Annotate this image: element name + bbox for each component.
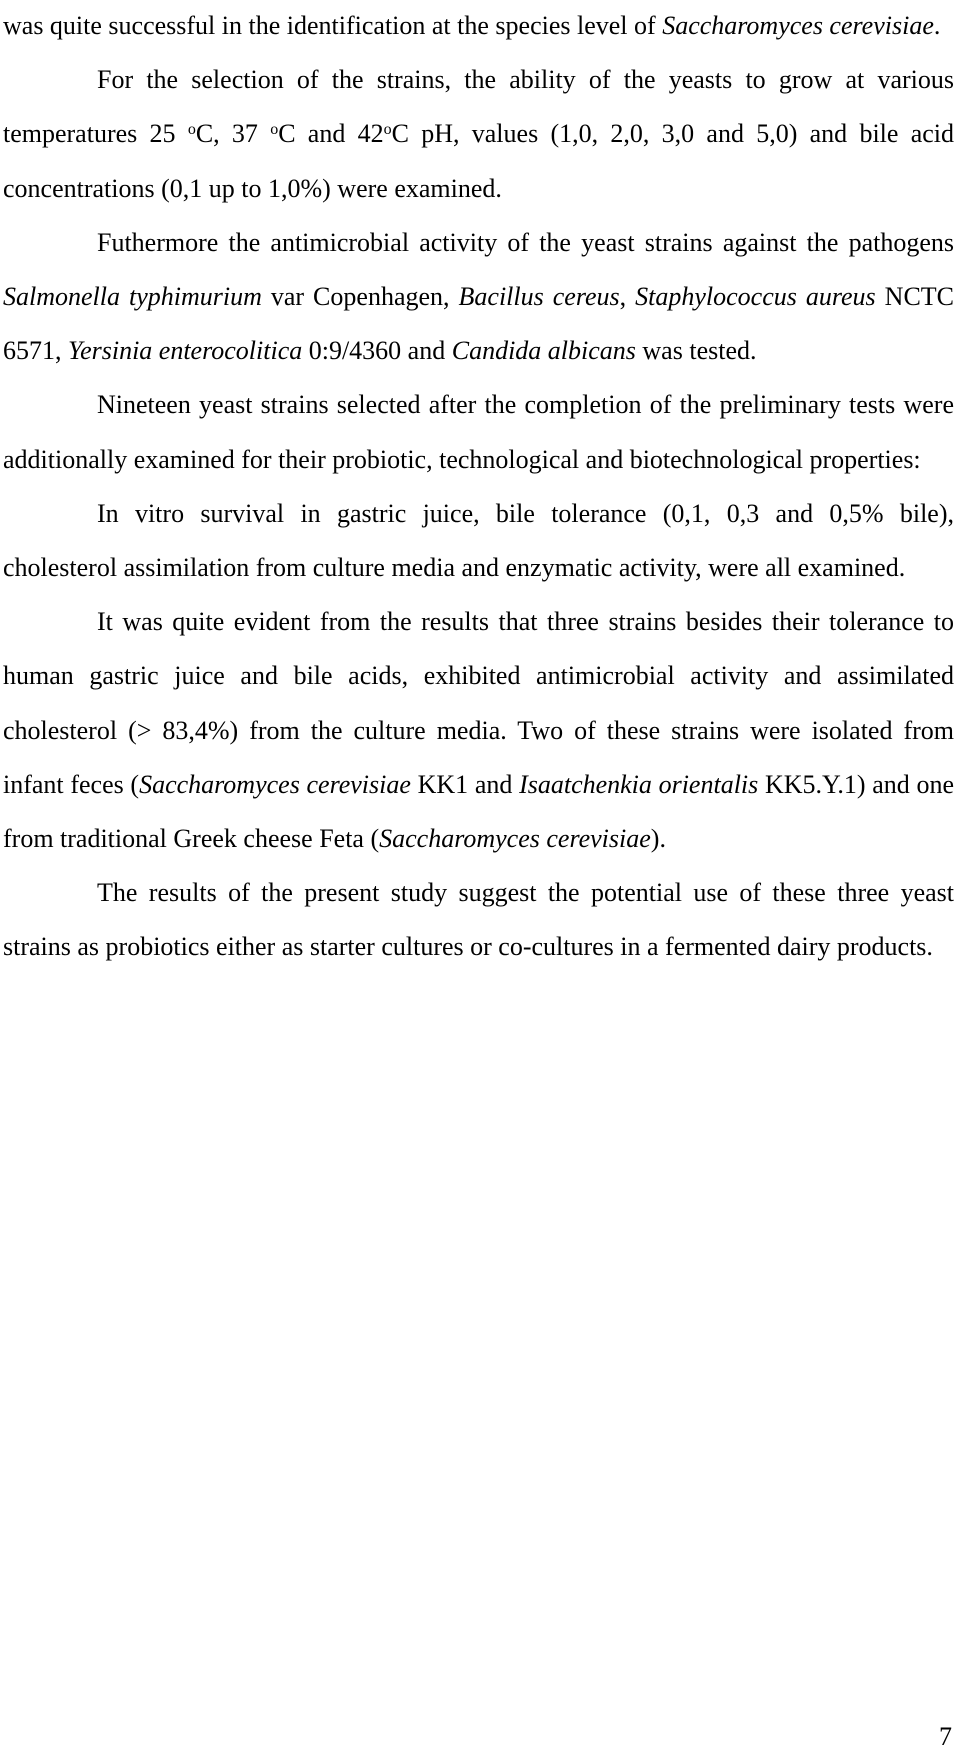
text-run: 0:9/4360 and <box>302 336 452 366</box>
paragraph-antimicrobial-activity <box>3 216 954 379</box>
page-number: 7 <box>939 1722 952 1751</box>
italic-species-name: Staphylococcus aureus <box>635 282 876 312</box>
italic-species-name: Saccharomyces cerevisiae <box>379 824 651 854</box>
text-run: , <box>619 282 636 312</box>
paragraph-species-identification <box>3 0 954 53</box>
text-run: The results of the present study suggest the potential use of these three yeast strains as probiotics either as starter cultures or co-cultures in a fermented dairy products. <box>3 878 954 962</box>
text-run: KK1 and <box>410 769 520 799</box>
text-run: was quite successful in the identification at the species level of <box>3 11 663 40</box>
italic-species-name: Bacillus cereus <box>458 282 620 312</box>
text-run: Futhermore the antimicrobial activity of the yeast strains against the pathogens <box>97 227 954 257</box>
text-run: C pH, values (1,0, 2,0, 3,0 and 5,0) and bile acid concentrations (0,1 up to 1,0%) were examined. <box>3 119 955 203</box>
degree-superscript: o <box>383 120 392 138</box>
paragraph-preliminary-tests <box>3 378 954 486</box>
paragraph-conclusion <box>3 866 954 974</box>
text-run: Nineteen yeast strains selected after the completion of the preliminary tests were additionally examined for their probiotic, technological and biotechnological properties: <box>3 390 954 474</box>
paragraph-results <box>3 595 954 866</box>
italic-species-name: Salmonella typhimurium <box>3 282 262 312</box>
italic-species-name: Isaatchenkia orientalis <box>519 769 759 799</box>
text-run: It was quite evident from the results that three strains besides their tolerance to human gastric juice and bile acids, exhibited antimicrobial activity and assimilated cholesterol (> 83,4%) from the culture media. Two of these strains were isolated from infant feces ( <box>3 607 954 799</box>
text-run: ). <box>650 824 666 854</box>
italic-species-name: Saccharomyces cerevisiae <box>662 11 934 40</box>
italic-species-name: Yersinia enterocolitica <box>68 336 303 366</box>
italic-species-name: Saccharomyces cerevisiae <box>139 769 411 799</box>
text-run: KK5.Y.1) and one from traditional Greek cheese Feta ( <box>3 769 955 854</box>
degree-superscript: o <box>270 120 279 138</box>
italic-species-name: Candida albicans <box>451 336 636 366</box>
text-run: was tested. <box>635 336 757 366</box>
text-run: C, 37 <box>195 119 271 149</box>
text-run: NCTC 6571, <box>3 282 955 366</box>
paragraph-strain-selection <box>3 53 954 216</box>
text-run: . <box>933 11 941 40</box>
paragraph-in-vitro-survival <box>3 487 954 595</box>
text-run: For the selection of the strains, the ability of the yeasts to grow at various temperatures 25 <box>3 65 954 149</box>
text-run: In vitro survival in gastric juice, bile tolerance (0,1, 0,3 and 0,5% bile), cholesterol assimilation from culture media and enzymatic activity, were all examined. <box>3 498 954 583</box>
text-run: C and 42 <box>278 119 384 149</box>
text-run: var Copenhagen, <box>261 282 459 312</box>
body-text <box>3 0 954 975</box>
degree-superscript: o <box>187 120 196 138</box>
